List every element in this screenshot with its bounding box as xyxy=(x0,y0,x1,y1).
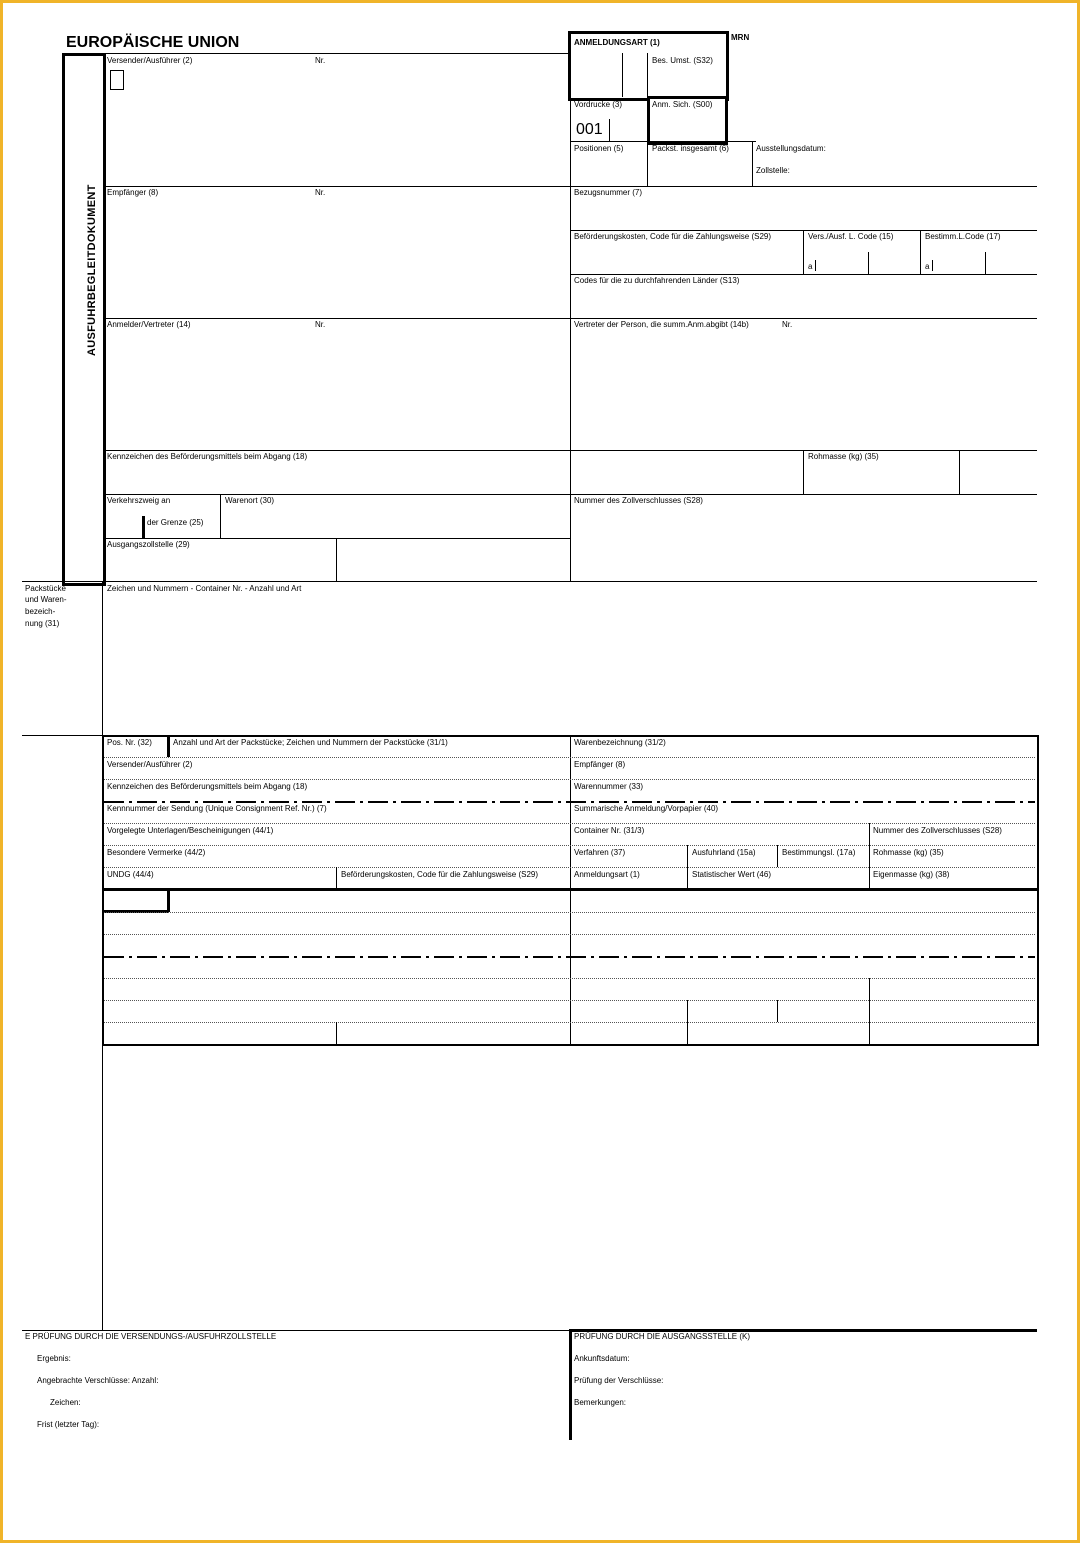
warennummer-label: Warennummer (33) xyxy=(574,782,644,791)
vertreter-nr-label: Nr. xyxy=(782,320,793,329)
vers-ausf-a: a xyxy=(808,262,813,271)
bes-umst-label: Bes. Umst. (S32) xyxy=(652,56,713,65)
packstuecke-label-1: Packstücke xyxy=(25,584,66,593)
line xyxy=(104,801,1035,803)
line xyxy=(336,538,337,581)
anmeldungsart-label: ANMELDUNGSART (1) xyxy=(574,38,660,47)
line xyxy=(104,823,1035,824)
line xyxy=(868,252,869,274)
line xyxy=(803,230,804,274)
item-befoerderungskosten-label: Beförderungskosten, Code für die Zahlungsweise (S29) xyxy=(341,870,538,879)
kennzeichen-label: Kennzeichen des Beförderungsmittels beim Abgang (18) xyxy=(107,452,308,461)
line xyxy=(869,978,870,1044)
line xyxy=(220,494,221,538)
line xyxy=(103,53,570,54)
zeichen-label: Zeichen: xyxy=(50,1398,81,1407)
pos-nr-label: Pos. Nr. (32) xyxy=(107,738,152,747)
packstuecke-label-4: nung (31) xyxy=(25,619,60,628)
ergebnis-label: Ergebnis: xyxy=(37,1354,71,1363)
line xyxy=(22,1330,570,1331)
undg-label: UNDG (44/4) xyxy=(107,870,154,879)
line xyxy=(103,494,1037,495)
line xyxy=(104,757,1035,758)
container-label: Container Nr. (31/3) xyxy=(574,826,645,835)
line xyxy=(104,912,1035,913)
verfahren-label: Verfahren (37) xyxy=(574,848,626,857)
k-title: PRÜFUNG DURCH DIE AUSGANGSSTELLE (K) xyxy=(574,1332,751,1341)
pruefung-verschluesse-label: Prüfung der Verschlüsse: xyxy=(574,1376,664,1385)
ausstellungsdatum-label: Ausstellungsdatum: xyxy=(756,144,826,153)
frist-label: Frist (letzter Tag): xyxy=(37,1420,100,1429)
line xyxy=(104,956,1035,958)
line xyxy=(336,1022,337,1044)
vertreter-person-label: Vertreter der Person, die summ.Anm.abgibt (14b) xyxy=(574,320,749,329)
codes-laender-label: Codes für die zu durchfahrenden Länder (S13) xyxy=(574,276,740,285)
positionen-label: Positionen (5) xyxy=(574,144,624,153)
anzahl-art-label: Anzahl und Art der Packstücke; Zeichen und Nummern der Packstücke (31/1) xyxy=(173,738,448,747)
packstuecke-label-3: bezeich- xyxy=(25,607,56,616)
line xyxy=(104,1022,1035,1023)
versender-checkbox[interactable] xyxy=(110,70,124,90)
packstuecke-label-2: und Waren- xyxy=(25,595,67,604)
line xyxy=(647,53,648,97)
item-kennzeichen-label: Kennzeichen des Beförderungsmittels beim Abgang (18) xyxy=(107,782,308,791)
line xyxy=(22,581,1037,582)
warenort-label: Warenort (30) xyxy=(225,496,275,505)
item-anmeldungsart-label: Anmeldungsart (1) xyxy=(574,870,640,879)
verschluesse-label: Angebrachte Verschlüsse: Anzahl: xyxy=(37,1376,159,1385)
bemerkungen-label: Bemerkungen: xyxy=(574,1398,627,1407)
verkehrszweig-label: Verkehrszweig an xyxy=(107,496,171,505)
item-rohmasse-label: Rohmasse (kg) (35) xyxy=(873,848,944,857)
line xyxy=(932,260,933,271)
line xyxy=(103,318,1037,319)
line xyxy=(22,735,102,736)
besondere-label: Besondere Vermerke (44/2) xyxy=(107,848,206,857)
mrn-label: MRN xyxy=(731,33,750,42)
vertical-title-frame xyxy=(62,53,106,586)
e-title: E PRÜFUNG DURCH DIE VERSENDUNGS-/AUSFUHRZOLLSTELLE xyxy=(25,1332,277,1341)
summarische-label: Summarische Anmeldung/Vorpapier (40) xyxy=(574,804,719,813)
line xyxy=(752,141,753,186)
page-title: EUROPÄISCHE UNION xyxy=(66,34,240,51)
bezugsnummer-label: Bezugsnummer (7) xyxy=(574,188,643,197)
line xyxy=(104,934,1035,935)
line xyxy=(104,1000,1035,1001)
versender-label: Versender/Ausführer (2) xyxy=(107,56,193,65)
line xyxy=(103,186,1037,187)
zollstelle-label: Zollstelle: xyxy=(756,166,790,175)
line xyxy=(609,119,610,141)
rohmasse-label: Rohmasse (kg) (35) xyxy=(808,452,879,461)
line xyxy=(167,889,170,912)
line xyxy=(142,516,145,538)
ausgangszollstelle-label: Ausgangszollstelle (29) xyxy=(107,540,190,549)
grenze-label: der Grenze (25) xyxy=(147,518,204,527)
eigenmasse-label: Eigenmasse (kg) (38) xyxy=(873,870,950,879)
line xyxy=(622,53,623,97)
zollverschluss-label: Nummer des Zollverschlusses (S28) xyxy=(574,496,703,505)
bestimm-label: Bestimm.L.Code (17) xyxy=(925,232,1001,241)
vers-ausf-label: Vers./Ausf. L. Code (15) xyxy=(808,232,894,241)
line xyxy=(920,230,921,274)
anm-sich-label: Anm. Sich. (S00) xyxy=(652,100,713,109)
anmelder-label: Anmelder/Vertreter (14) xyxy=(107,320,191,329)
line xyxy=(102,888,1037,891)
line xyxy=(777,1000,778,1022)
ankunftsdatum-label: Ankunftsdatum: xyxy=(574,1354,630,1363)
line xyxy=(103,450,1037,451)
bestimmungsl-label: Bestimmungsl. (17a) xyxy=(782,848,856,857)
empfaenger-nr-label: Nr. xyxy=(315,188,326,197)
versender-nr-label: Nr. xyxy=(315,56,326,65)
line xyxy=(104,867,1035,868)
ausfuhrland-label: Ausfuhrland (15a) xyxy=(692,848,756,857)
line xyxy=(167,735,170,757)
item-empfaenger-label: Empfänger (8) xyxy=(574,760,626,769)
warenbezeichnung-label: Warenbezeichnung (31/2) xyxy=(574,738,666,747)
line xyxy=(104,779,1035,780)
line xyxy=(569,1329,572,1440)
bestimm-a: a xyxy=(925,262,930,271)
packst-label: Packst. insgesamt (6) xyxy=(652,144,729,153)
anmelder-nr-label: Nr. xyxy=(315,320,326,329)
line xyxy=(570,274,1037,275)
empfaenger-label: Empfänger (8) xyxy=(107,188,159,197)
line xyxy=(336,867,337,889)
vertical-title: AUSFUHRBEGLEITDOKUMENT xyxy=(86,184,98,356)
vordrucke-value: 001 xyxy=(576,121,603,138)
vordrucke-label: Vordrucke (3) xyxy=(574,100,623,109)
statistischer-wert-label: Statistischer Wert (46) xyxy=(692,870,771,879)
line xyxy=(570,141,756,142)
line xyxy=(959,450,960,494)
line xyxy=(815,260,816,271)
line xyxy=(985,252,986,274)
kennnummer-label: Kennnummer der Sendung (Unique Consignment Ref. Nr.) (7) xyxy=(107,804,327,813)
item-versender-label: Versender/Ausführer (2) xyxy=(107,760,193,769)
vorgelegte-label: Vorgelegte Unterlagen/Bescheinigungen (44/1) xyxy=(107,826,274,835)
zeichen-nummern-label: Zeichen und Nummern - Container Nr. - Anzahl und Art xyxy=(107,584,302,593)
befoerderungskosten-label: Beförderungskosten, Code für die Zahlungsweise (S29) xyxy=(574,232,771,241)
item-zollverschluss-label: Nummer des Zollverschlusses (S28) xyxy=(873,826,1002,835)
line xyxy=(104,845,1035,846)
line xyxy=(803,450,804,494)
line xyxy=(104,978,1035,979)
line xyxy=(777,845,778,867)
line xyxy=(869,823,870,889)
